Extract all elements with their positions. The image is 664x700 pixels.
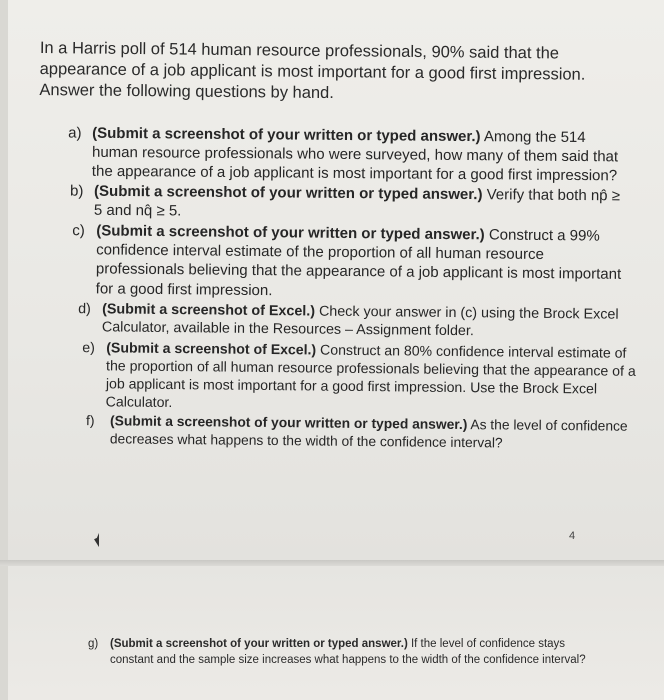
question-letter: c) xyxy=(72,222,85,240)
intro-paragraph: In a Harris poll of 514 human resource professionals, 90% said that the appearance of a job applicant is most important for a good first impression. Answer the following questions by hand. xyxy=(39,38,586,103)
question-text: Construct an 80% confidence interval estimate of the proportion of all human resource professionals believing that the appearance of a job applicant is most important for a good first impression. Use the Brock Excel Calculator. xyxy=(105,341,636,410)
question-instruction: (Submit a screenshot of your written or typed answer.) xyxy=(92,124,481,146)
question-instruction: (Submit a screenshot of your written or typed answer.) xyxy=(110,638,408,650)
question-text: Among the 514 human resource professionals who were surveyed, how many of them said that the appearance of a job applicant is most important for a good first impression? xyxy=(91,128,619,185)
question-letter: g) xyxy=(88,638,99,650)
question-b xyxy=(70,181,630,224)
question-instruction: (Submit a screenshot of Excel.) xyxy=(106,339,317,358)
question-f xyxy=(86,412,646,453)
document-page-2 xyxy=(8,566,664,700)
question-instruction: (Submit a screenshot of your written or typed answer.) xyxy=(94,182,483,203)
document-page-1 xyxy=(8,0,664,560)
page-number: 4 xyxy=(569,530,576,542)
question-g xyxy=(88,637,590,668)
question-instruction: (Submit a screenshot of your written or typed answer.) xyxy=(96,222,485,244)
question-text: If the level of confidence stays constant and the sample size increases what happens to the width of the confidence interval? xyxy=(110,638,586,666)
question-instruction: (Submit a screenshot of your written or typed answer.) xyxy=(110,413,468,432)
question-letter: b) xyxy=(70,182,84,200)
question-a xyxy=(68,124,628,186)
pointer-cursor-icon xyxy=(92,533,106,547)
question-instruction: (Submit a screenshot of Excel.) xyxy=(102,301,316,320)
question-text: As the level of confidence decreases what happens to the width of the confidence interval? xyxy=(109,416,628,450)
question-c xyxy=(72,221,633,304)
question-text: Verify that both np̂ ≥ 5 and nq̂ ≥ 5. xyxy=(93,185,621,220)
question-e xyxy=(82,338,643,416)
question-text: Construct a 99% confidence interval estimate of the proportion of all human resource professionals believing that the appearance of a job applicant is most important for a good first impression. xyxy=(95,226,622,299)
question-letter: d) xyxy=(78,300,91,318)
question-letter: a) xyxy=(68,124,82,142)
question-letter: f) xyxy=(86,412,95,428)
question-list xyxy=(68,124,636,450)
question-letter: e) xyxy=(82,338,95,356)
question-text: Check your answer in (c) using the Brock Excel Calculator, available in the Resources – Assignment folder. xyxy=(101,303,619,340)
question-d xyxy=(78,300,638,342)
